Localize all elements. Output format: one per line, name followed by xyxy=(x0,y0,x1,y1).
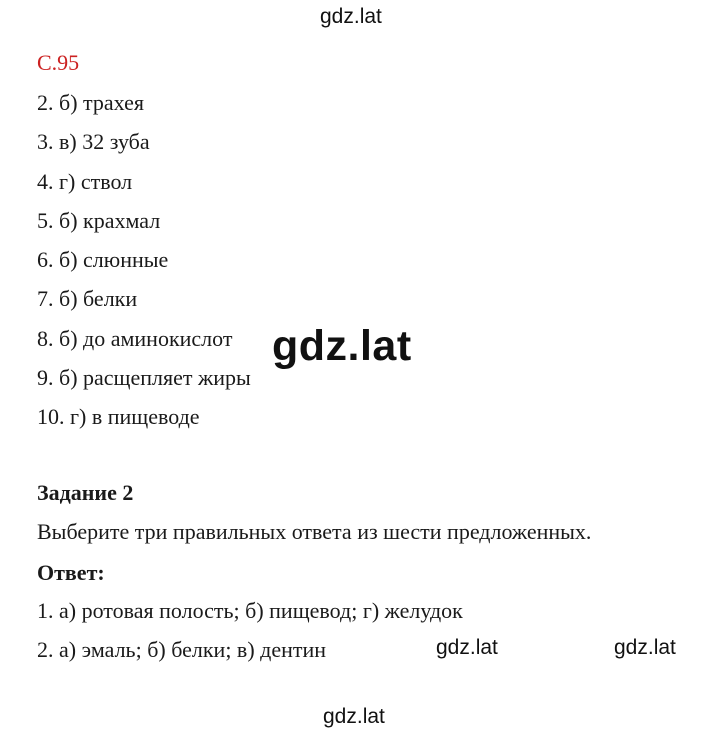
task-answer-list xyxy=(37,597,463,675)
watermark-mid-right: gdz.lat xyxy=(614,636,676,659)
watermark-center: gdz.lat xyxy=(272,322,412,370)
answer-item: 10. г) в пищеводе xyxy=(37,404,200,430)
task-instruction: Выберите три правильных ответа из шести предложенных. xyxy=(37,519,592,544)
answer-item: 9. б) расщепляет жиры xyxy=(37,365,251,391)
task-title: Задание 2 xyxy=(37,480,134,505)
answer-item: 6. б) слюнные xyxy=(37,247,169,273)
task-answer-item: 2. а) эмаль; б) белки; в) дентин xyxy=(37,637,327,662)
watermark-bottom: gdz.lat xyxy=(323,705,385,728)
answer-item: 2. б) трахея xyxy=(37,90,145,115)
answer-list xyxy=(37,89,251,443)
answer-item: 5. б) крахмал xyxy=(37,207,161,233)
watermark-mid-left: gdz.lat xyxy=(436,636,498,659)
task-answer-item: 1. а) ротовая полость; б) пищевод; г) желудок xyxy=(37,598,463,623)
page-number: С.95 xyxy=(37,50,80,75)
watermark-top: gdz.lat xyxy=(320,5,382,28)
answer-item: 4. г) ствол xyxy=(37,168,133,194)
answer-label: Ответ: xyxy=(37,560,105,585)
answer-item: 7. б) белки xyxy=(37,286,138,312)
answer-item: 3. в) 32 зуба xyxy=(37,129,150,155)
answer-item: 8. б) до аминокислот xyxy=(37,325,233,351)
